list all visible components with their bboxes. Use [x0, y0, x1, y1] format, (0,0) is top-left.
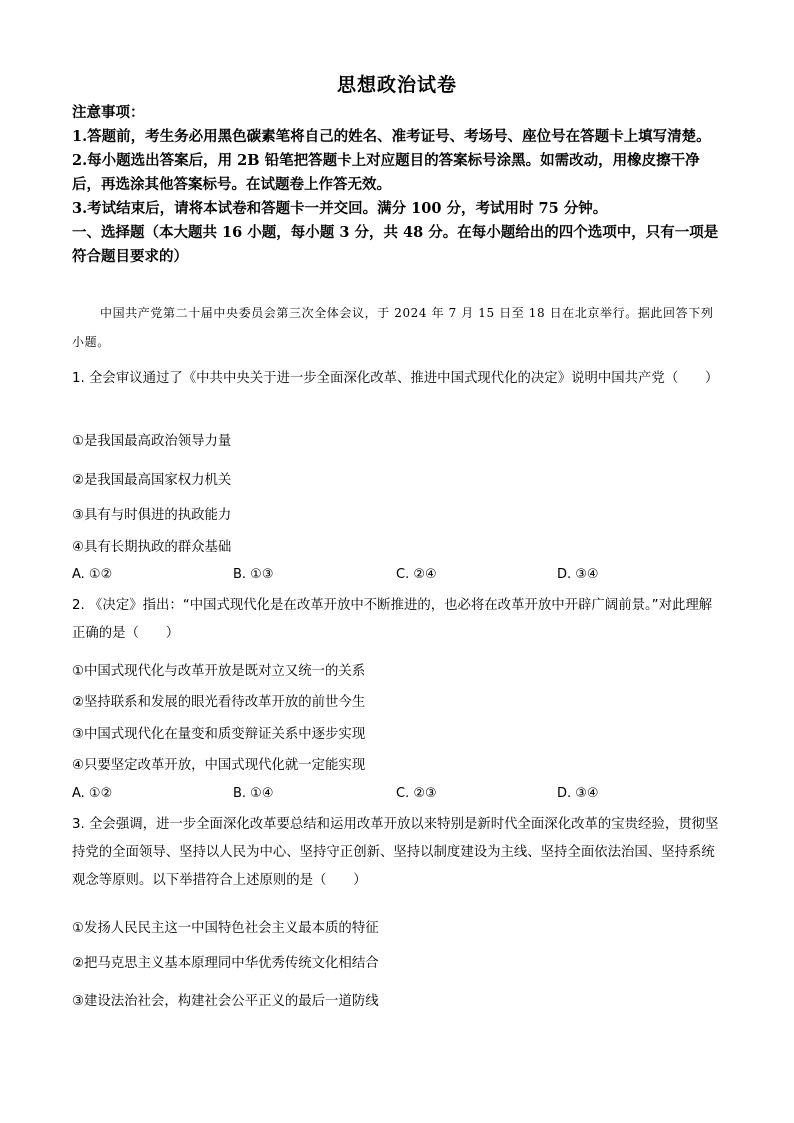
- question-2-choice-a: A. ①②: [72, 786, 113, 801]
- page-title: 思想政治试卷: [336, 74, 457, 96]
- question-2-option-1: ①中国式现代化与改革开放是既对立又统一的关系: [72, 664, 366, 679]
- material-intro: 中国共产党第二十届中央委员会第三次全体会议，于 2024 年 7 月 15 日至 18 日在北京举行。据此回答下列小题。: [72, 306, 714, 349]
- question-3-option-2: ②把马克思主义基本原理同中华优秀传统文化相结合: [72, 956, 379, 971]
- question-1-choice-b: B. ①③: [233, 567, 274, 582]
- question-3-option-1: ①发扬人民民主这一中国特色社会主义最本质的特征: [72, 921, 379, 936]
- notice-item-1: 1.答题前，考生务必用黑色碳素笔将自己的姓名、准考证号、考场号、座位号在答题卡上填写清楚。: [72, 128, 711, 145]
- question-1-option-1: ①是我国最高政治领导力量: [72, 434, 232, 449]
- question-2-choice-c: C. ②③: [396, 786, 437, 801]
- question-2-option-2: ②坚持联系和发展的眼光看待改革开放的前世今生: [72, 695, 366, 710]
- section-heading: 一、选择题（本大题共 16 小题，每小题 3 分，共 48 分。在每小题给出的四个选项中，只有一项是符合题目要求的）: [72, 224, 719, 265]
- question-1-choice-d: D. ③④: [557, 567, 599, 582]
- notice-heading: 注意事项：: [72, 104, 145, 121]
- question-1-option-4: ④具有长期执政的群众基础: [72, 540, 232, 555]
- question-2-choice-b: B. ①④: [233, 786, 274, 801]
- question-3-option-3: ③建设法治社会，构建社会公平正义的最后一道防线: [72, 994, 379, 1009]
- question-1-stem: 1. 全会审议通过了《中共中央关于进一步全面深化改革、推进中国式现代化的决定》说明中国共产党（ ）: [72, 371, 719, 386]
- question-1-option-2: ②是我国最高国家权力机关: [72, 473, 232, 488]
- question-2-option-4: ④只要坚定改革开放，中国式现代化就一定能实现: [72, 758, 366, 773]
- question-3-stem: 3. 全会强调，进一步全面深化改革要总结和运用改革开放以来特别是新时代全面深化改革的宝贵经验，贯彻坚持党的全面领导、坚持以人民为中心、坚持守正创新、坚持以制度建设为主线、坚持全面依法治国、坚持系统观念等原则。以下举措符合上述原则的是（ ）: [72, 817, 719, 888]
- question-2-stem: 2. 《决定》指出：“中国式现代化是在改革开放中不断推进的，也必将在改革开放中开辟广阔前景。”对此理解正确的是（ ）: [72, 598, 713, 641]
- notice-item-3: 3.考试结束后，请将本试卷和答题卡一并交回。满分 100 分，考试用时 75 分钟。: [72, 200, 608, 217]
- notice-block: [72, 101, 722, 269]
- notice-item-2: 2.每小题选出答案后，用 2B 铅笔把答题卡上对应题目的答案标号涂黑。如需改动，用橡皮擦干净后，再选涂其他答案标号。在试题卷上作答无效。: [72, 152, 700, 193]
- question-1-choice-a: A. ①②: [72, 567, 113, 582]
- question-2-option-3: ③中国式现代化在量变和质变辩证关系中逐步实现: [72, 727, 366, 742]
- question-1-choice-c: C. ②④: [396, 567, 437, 582]
- question-2-choice-d: D. ③④: [557, 786, 599, 801]
- question-1-option-3: ③具有与时俱进的执政能力: [72, 508, 232, 523]
